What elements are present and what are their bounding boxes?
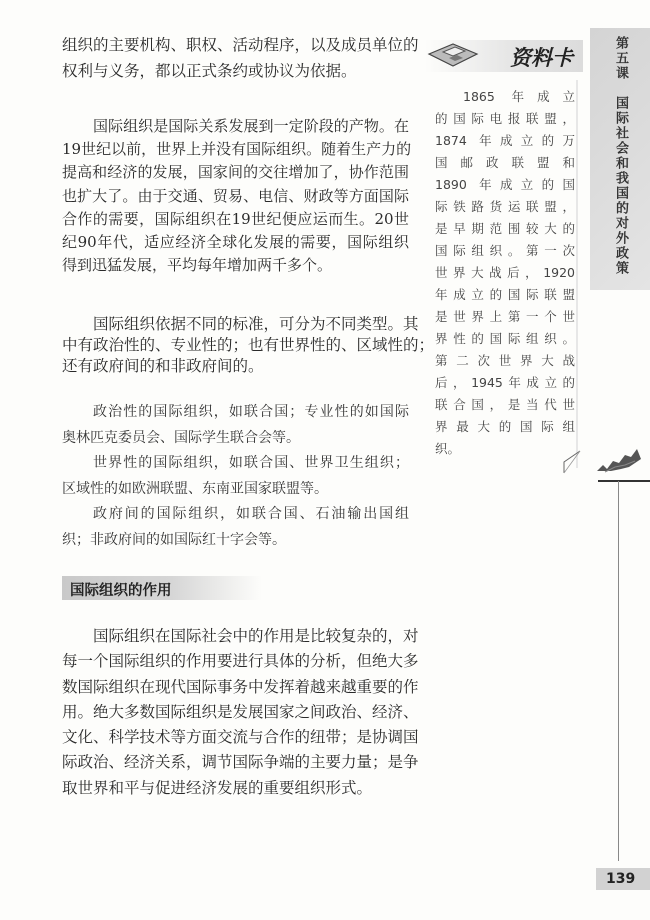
page-number-box bbox=[596, 868, 650, 890]
text-line: 合作的需要，国际组织在19世纪便应运而生。20世 bbox=[62, 209, 409, 228]
text-line: 数国际组织在现代国际事务中发挥着越来越重要的作 bbox=[62, 677, 419, 696]
text-line: 奥林匹克委员会、国际学生联合会等。 bbox=[62, 429, 300, 446]
text-line: 是早期范围较大的 bbox=[435, 221, 575, 236]
chapter-title: 第五课 国际社会和我国的对外政策 bbox=[613, 36, 628, 276]
text-line: 是世界上第一个世 bbox=[435, 309, 575, 324]
text-line: 国际组织依据不同的标准，可分为不同类型。其 bbox=[93, 315, 419, 333]
text-line: 19世纪以前，世界上并没有国际组织。随着生产力的 bbox=[62, 140, 412, 159]
margin-line bbox=[618, 481, 619, 861]
text-line: 每一个国际组织的作用要进行具体的分析，但绝大多 bbox=[62, 652, 419, 671]
text-line: 组织的主要机构、职权、活动程序，以及成员单位的 bbox=[62, 36, 419, 54]
text-line: 织；非政府间的如国际红十字会等。 bbox=[62, 531, 286, 548]
text-line: 还有政府间的和非政府间的。 bbox=[62, 357, 264, 375]
text-line: 得到迅猛发展，平均每年增加两千多个。 bbox=[62, 256, 333, 275]
text-line: 中有政治性的、专业性的；也有世界性的、区域性的； bbox=[62, 336, 435, 354]
page-fold-icon bbox=[563, 450, 581, 474]
section-heading bbox=[62, 576, 262, 600]
examples-block bbox=[62, 400, 409, 553]
paragraph-1 bbox=[62, 32, 419, 84]
floppy-disk-icon bbox=[427, 42, 479, 68]
decorative-figures-icon bbox=[595, 445, 645, 475]
text-line: 取世界和平与促进经济发展的重要组织形式。 bbox=[62, 778, 373, 797]
text-line: 后，1945年成立的 bbox=[435, 375, 575, 390]
text-line: 权利与义务，都以正式条约或协议为依据。 bbox=[62, 62, 357, 80]
text-line: 国际组织。第一次 bbox=[435, 243, 575, 258]
text-line: 织。 bbox=[435, 441, 461, 456]
text-line: 提高和经济的发展，国家间的交往增加了，协作范围 bbox=[62, 163, 409, 182]
info-card-header bbox=[425, 40, 583, 72]
paragraph-2 bbox=[62, 115, 412, 277]
info-card bbox=[425, 40, 583, 470]
text-line: 国 邮 政 联 盟 和 bbox=[435, 155, 575, 170]
paragraph-3 bbox=[62, 314, 435, 377]
text-line: 用。绝大多数国际组织是发展国家之间政治、经济、 bbox=[62, 702, 419, 721]
card-border bbox=[576, 80, 578, 468]
text-line: 界性的国际组织。 bbox=[435, 331, 575, 346]
text-line: 际政治、经济关系，调节国际争端的主要力量；是争 bbox=[62, 753, 419, 772]
page-number: 139 bbox=[606, 871, 636, 887]
text-line: 际铁路货运联盟， bbox=[435, 199, 575, 214]
text-line: 国际组织是国际关系发展到一定阶段的产物。在 bbox=[93, 117, 409, 135]
info-card-body bbox=[435, 86, 575, 460]
text-line: 纪90年代，适应经济全球化发展的需要，国际组织 bbox=[62, 232, 409, 251]
text-line: 也扩大了。由于交通、贸易、电信、财政等方面国际 bbox=[62, 186, 409, 205]
text-line: 世界大战后，1920 bbox=[435, 265, 575, 280]
chapter-side-tab bbox=[590, 28, 650, 290]
info-card-title: 资料卡 bbox=[510, 46, 573, 70]
text-line: 的国际电报联盟， bbox=[435, 111, 575, 126]
text-line: 联合国，是当代世 bbox=[435, 397, 575, 412]
text-line: 政治性的国际组织，如联合国；专业性的如国际 bbox=[93, 404, 409, 420]
text-line: 区域性的如欧洲联盟、东南亚国家联盟等。 bbox=[62, 480, 328, 497]
text-line: 年成立的国际联盟 bbox=[435, 287, 575, 302]
section-heading-text: 国际组织的作用 bbox=[70, 583, 172, 599]
text-line: 政府间的国际组织，如联合国、石油输出国组 bbox=[93, 506, 409, 522]
text-line: 文化、科学技术等方面交流与合作的纽带；是协调国 bbox=[62, 728, 419, 747]
text-line: 1890 年成立的国 bbox=[435, 177, 575, 192]
divider-line bbox=[598, 480, 650, 482]
text-line: 1865 年成立 bbox=[463, 89, 575, 104]
text-line: 界最大的国际组 bbox=[435, 419, 575, 434]
text-line: 1874 年成立的万 bbox=[435, 133, 575, 148]
text-line: 第二次世界大战 bbox=[435, 353, 575, 368]
paragraph-4 bbox=[62, 624, 419, 801]
text-line: 国际组织在国际社会中的作用是比较复杂的，对 bbox=[93, 627, 419, 645]
text-line: 世界性的国际组织，如联合国、世界卫生组织； bbox=[93, 455, 409, 471]
